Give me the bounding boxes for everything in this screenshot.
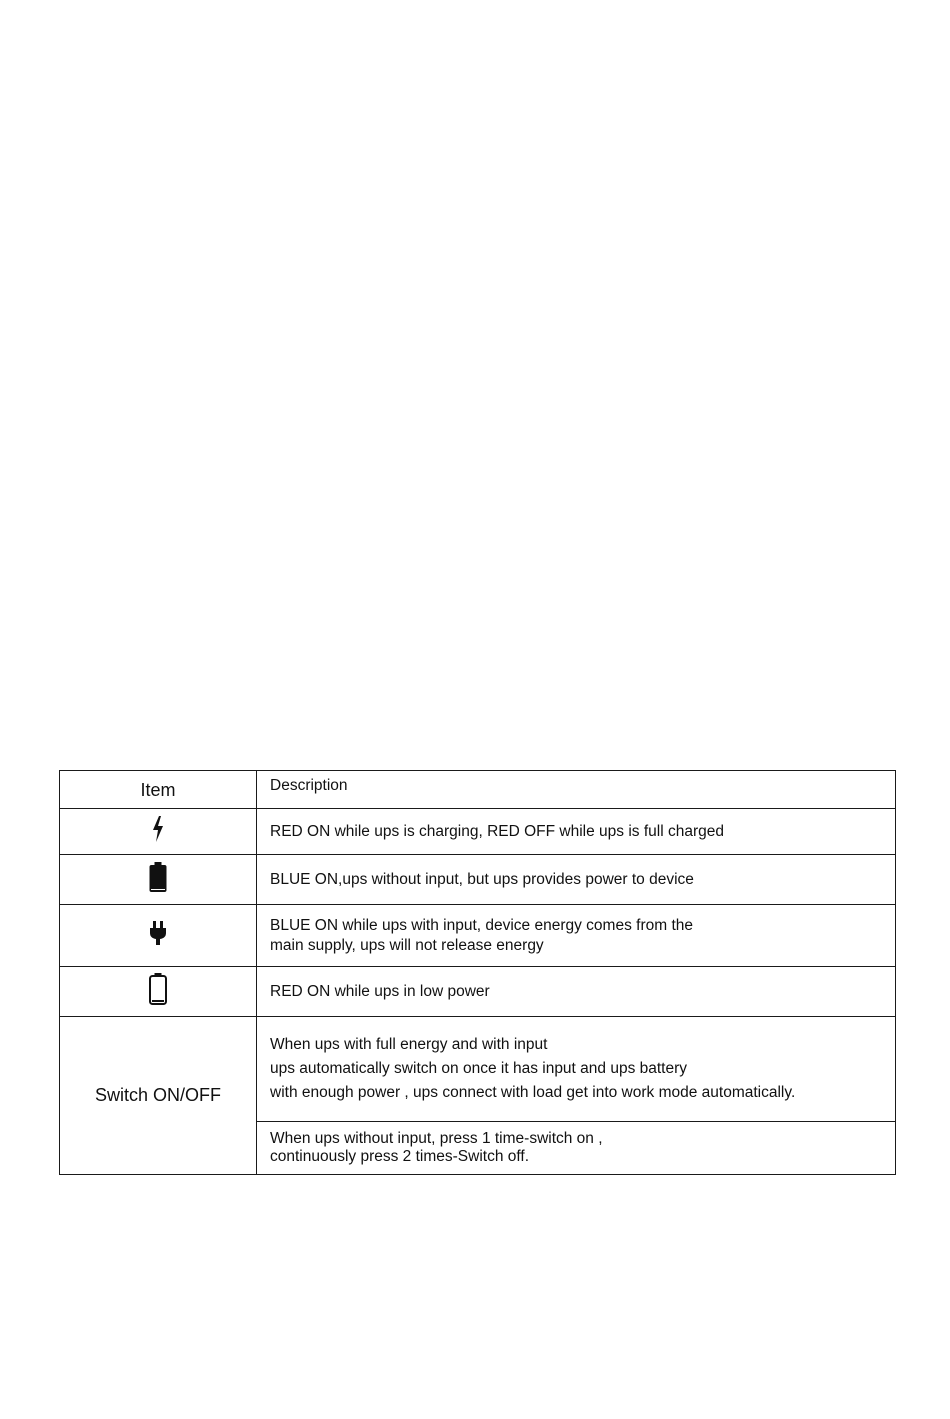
description-line: main supply, ups will not release energy bbox=[270, 936, 544, 954]
description-cell bbox=[257, 1017, 896, 1122]
header-item: Item bbox=[60, 771, 257, 809]
table-row bbox=[60, 809, 896, 855]
description-line: continuously press 2 times-Switch off. bbox=[270, 1148, 530, 1165]
switch-label: Switch ON/OFF bbox=[94, 1085, 221, 1105]
description-cell bbox=[257, 967, 896, 1017]
header-description: Description bbox=[257, 771, 896, 809]
item-cell bbox=[60, 855, 257, 905]
description-line: RED ON while ups in low power bbox=[270, 982, 490, 1000]
description-line: RED ON while ups is charging, RED OFF while ups is full charged bbox=[270, 822, 724, 840]
description-cell bbox=[257, 855, 896, 905]
description-line: BLUE ON,ups without input, but ups provides power to device bbox=[270, 870, 694, 888]
lightning-icon bbox=[151, 815, 165, 848]
switch-item-cell bbox=[60, 1017, 257, 1175]
battery-full-icon bbox=[148, 861, 168, 898]
description-line: When ups without input, press 1 time-switch on , bbox=[270, 1130, 603, 1147]
description-line: ups automatically switch on once it has input and ups battery bbox=[270, 1060, 688, 1077]
table-row bbox=[60, 905, 896, 967]
description-line: When ups with full energy and with input bbox=[270, 1036, 548, 1053]
plug-icon bbox=[149, 920, 167, 951]
item-cell bbox=[60, 967, 257, 1017]
description-line: with enough power , ups connect with load get into work mode automatically. bbox=[270, 1084, 796, 1101]
table-row bbox=[60, 1017, 896, 1122]
description-cell bbox=[257, 905, 896, 967]
description-cell bbox=[257, 1122, 896, 1175]
item-cell bbox=[60, 905, 257, 967]
description-cell bbox=[257, 809, 896, 855]
table-header-row bbox=[60, 771, 896, 809]
table-row bbox=[60, 967, 896, 1017]
indicator-table bbox=[59, 770, 896, 1175]
description-line: BLUE ON while ups with input, device energy comes from the bbox=[270, 916, 693, 934]
battery-empty-icon bbox=[148, 972, 168, 1011]
table-row bbox=[60, 855, 896, 905]
item-cell bbox=[60, 809, 257, 855]
